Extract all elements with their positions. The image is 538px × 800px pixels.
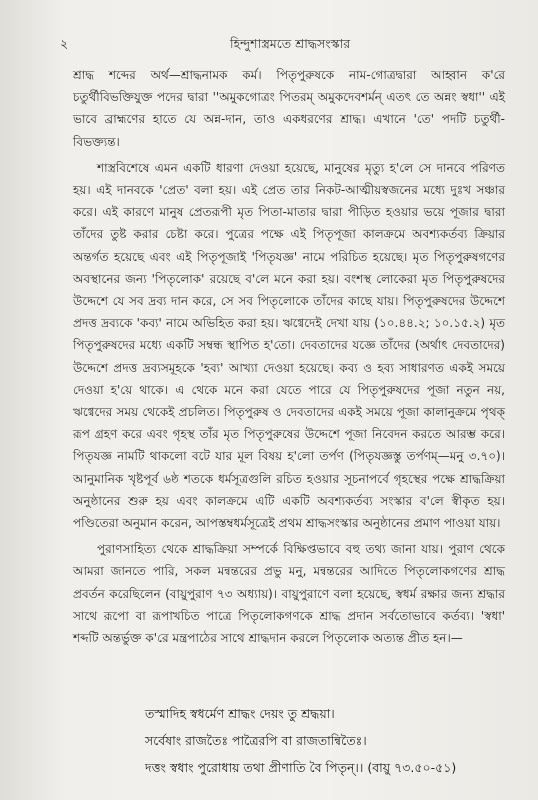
paragraph: শাস্ত্রবিশেষে এমন একটি ধারণা দেওয়া হয়েছে, মানুষের মৃত্যু হ'লে সে দানবে পরিণত হয়। এই দানবকে 'প্রেত' বলা হয়। এই প্রেত তার নিকট-আত্মীয়স্বজনের মধ্যে দুঃখ সঞ্চার করে। এই কারণে মানুষ প্রেতরূপী মৃত পিতা-মাতার দ্বারা পীড়িত হওয়ার ভয়ে পূজার দ্বারা তাঁদের তুষ্ট করার চেষ্টা করে। পুত্রের পক্ষে এই পিতৃপূজা কালক্রমে অবশ্যকর্তব্য ক্রিয়ার অন্তর্গত হয়েছে এবং এই পিতৃপূজাই 'পিতৃযজ্ঞ' নামে পরিচিত হয়েছে। মৃত পিতৃপুরুষগণের অবস্থানের জন্য 'পিতৃলোক' রয়েছে ব'লে মনে করা হয়। বংশস্থ লোকেরা মৃত পিতৃপুরুষদের উদ্দেশে যে সব দ্রব্য দান করে, সে সব পিতৃলোকে তাঁদের কাছে যায়। পিতৃপুরুষদের উদ্দেশে প্রদত্ত দ্রব্যকে 'কব্য' নামে অভিহিত করা হয়। ঋগ্বেদেই দেখা যায় (১০.৪৪.২; ১০.১৫.২) মৃত পিতৃপুরুষদের মধ্যে একটি সম্বন্ধ স্থাপিত হ'তো। দেবতাদের যজ্ঞে তাঁদের (অর্থাৎ দেবতাদের) উদ্দেশে প্রদত্ত দ্রব্যসমূহকে 'হব্য' আখ্যা দেওয়া হয়েছে। কব্য ও হব্য সাধারণত একই সময়ে দেওয়া হ'য়ে থাকে। এ থেকে মনে করা যেতে পারে যে পিতৃপুরুষদের পূজা নতুন নয়, ঋগ্বেদের সময় থেকেই প্রচলিত। পিতৃপুরুষ ও দেবতাদের একই সময়ে পূজা কালানুক্রমে পৃথক্ রূপ গ্রহণ করে এবং গৃহস্থ তাঁর মৃত পিতৃপুরুষের উদ্দেশে পূজা নিবেদন করতে আরম্ভ করে। পিতৃযজ্ঞ নামটি থাকলো বটে যার মূল বিষয় হ'লো তর্পণ (পিতৃযজ্ঞস্তু তর্পণম্—মনু ৩.৭০)। আনুমানিক খৃষ্টপূর্ব ৬ষ্ঠ শতকে ধর্মসূত্রগুলি রচিত হওয়ার সূচনাপর্বে গৃহস্থের পক্ষে শ্রাদ্ধক্রিয়া অনুষ্ঠানের শুরু হয় এবং কালক্রমে এটি একটি অবশ্যকর্তব্য সংস্কার ব'লে স্বীকৃত হয়। পণ্ডিতেরা অনুমান করেন, আপস্তম্বধর্মসূত্রেই প্রথম শ্রাদ্ধসংস্কার অনুষ্ঠানের প্রমাণ পাওয়া যায়। — [73, 160, 505, 531]
verse-line: তস্মাদিহ স্বধর্মেণ শ্রাদ্ধং দেয়ং তু শ্রদ্ধয়া। — [145, 706, 335, 721]
body-text — [73, 64, 505, 653]
running-title: হিন্দুশাস্ত্রমতে শ্রাদ্ধসংস্কার — [230, 36, 351, 51]
verse-line: সর্বেষাং রাজতৈঃ পাত্রৈরপি বা রাজতান্বিতৈঃ। — [145, 733, 367, 748]
sanskrit-verse — [145, 700, 515, 781]
verse-line: দত্তং স্বধাং পুরোধায় তথা প্রীণাতি বৈ পিতৃন্।। (বায়ু ৭৩.৫০-৫১) — [145, 760, 457, 775]
page-header — [60, 36, 498, 56]
paragraph: পুরাণসাহিত্য থেকে শ্রাদ্ধক্রিয়া সম্পর্কে বিক্ষিপ্তভাবে বহু তথ্য জানা যায়। পুরাণ থেকে আমরা জানতে পারি, সকল মন্বন্তরের প্রভু মনু, মন্বন্তরের আদিতে পিতৃলোকগণের শ্রাদ্ধ প্রবর্তন করেছিলেন (বায়ুপুরাণ ৭৩ অধ্যায়)। বায়ুপুরাণে বলা হয়েছে, স্বধর্ম রক্ষার জন্য শ্রদ্ধার সাথে রূপো বা রূপাখচিত পাত্রে পিতৃলোকগণকে শ্রাদ্ধ প্রদান সর্বতোভাবে কর্তব্য। 'স্বধা' শব্দটি অন্তর্ভুক্ত ক'রে মন্ত্রপাঠের সাথে শ্রাদ্ধদান করলে পিতৃলোক অত্যন্ত প্রীত হন।— — [73, 542, 505, 646]
page-number: ২ — [60, 36, 69, 51]
paragraph: শ্রাদ্ধ শব্দের অর্থ—শ্রাদ্ধনামক কর্ম। পিতৃপুরুষকে নাম-গোত্রদ্বারা আহ্বান ক'রে চতুর্থীবিভক্তিযুক্ত পদের দ্বারা ''অমুকগোত্রং পিতরম্ অমুকদেবশর্মন্ এতৎ তে অন্নং স্বধা'' এই ভাবে ব্রাহ্মণের হাতে যে অন্ন-দান, তাও একধরণের শ্রাদ্ধ। এখানে 'তে' পদটি চতুর্থী-বিভক্ত্যন্ত। — [73, 68, 505, 149]
